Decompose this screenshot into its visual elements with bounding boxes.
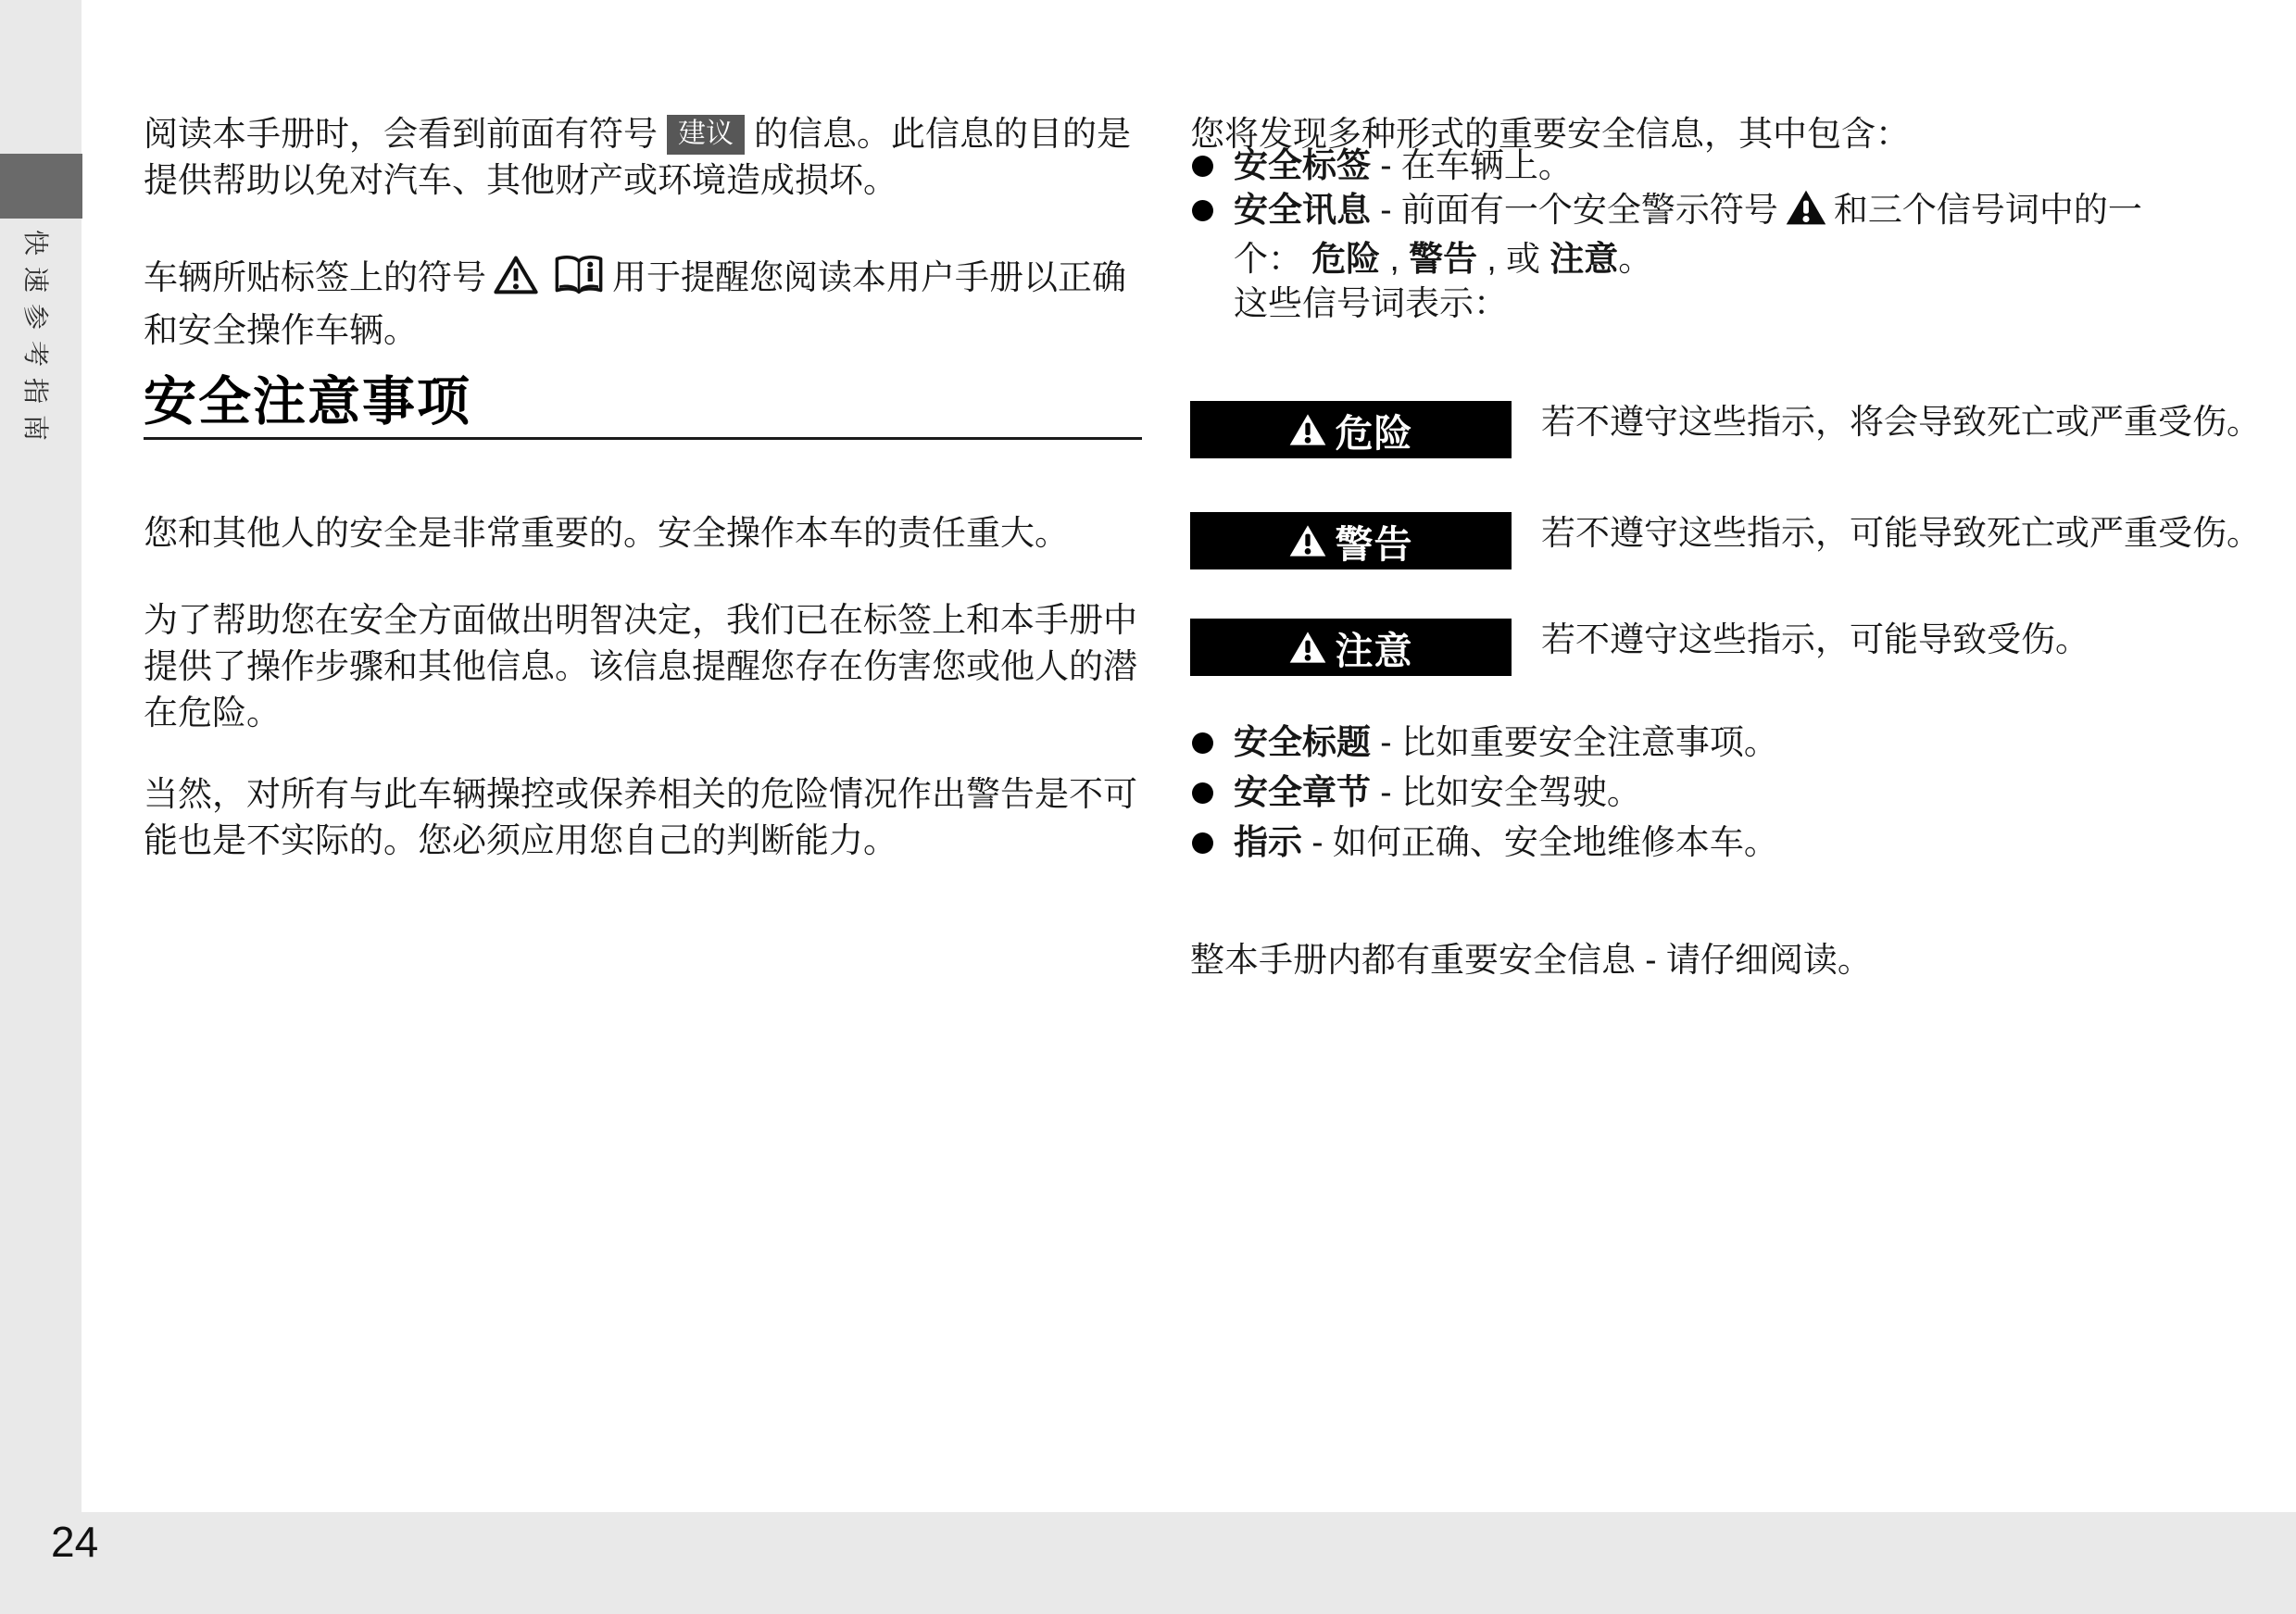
caution-label-box — [1190, 619, 1512, 676]
safety-info-intro: 您将发现多种形式的重要安全信息，其中包含： — [1190, 115, 1910, 153]
paragraph-advice-text-after: 的信息。此信息的目的是提供帮助以免对汽车、其他财产或环境造成损坏。 — [144, 115, 1131, 199]
bullet-icon — [1192, 200, 1213, 221]
signal-row-warning — [1190, 512, 2291, 569]
bullet-instructions-desc: - 如何正确、安全地维修本车。 — [1302, 823, 1778, 861]
paragraph-advice-text-before: 阅读本手册时，会看到前面有符号 — [144, 115, 658, 153]
bullet-safety-heading — [1190, 718, 2241, 768]
paragraph-responsibility: 您和其他人的安全是非常重要的。安全操作本车的责任重大。 — [144, 514, 1069, 552]
signal-word-caution: 注意 — [1549, 240, 1619, 278]
warning-description: 若不遵守这些指示，可能导致死亡或严重受伤。 — [1541, 514, 2261, 552]
paragraph-labels-text-after: 用于提醒您阅读本用户手册以正确和安全操作车辆。 — [144, 258, 1126, 349]
danger-description: 若不遵守这些指示，将会导致死亡或严重受伤。 — [1541, 403, 2261, 441]
alert-triangle-icon — [1289, 524, 1326, 557]
chapter-tab — [0, 154, 82, 219]
caution-description: 若不遵守这些指示，可能导致受伤。 — [1541, 620, 2089, 658]
paragraph-judgement: 当然，对所有与此车辆操控或保养相关的危险情况作出警告是不可能也是不实际的。您必须应用您自己的判断能力。 — [144, 775, 1137, 859]
warning-triangle-outline-icon — [494, 255, 538, 307]
signal-row-caution — [1190, 619, 2291, 676]
bullet-safety-label-desc: - 在车辆上。 — [1371, 146, 1573, 184]
bullet-icon — [1192, 832, 1213, 854]
signal-row-danger — [1190, 401, 2291, 458]
signal-words-line: 个： 危险 , 警告 , 或 注意。 — [1234, 240, 1653, 278]
page-number: 24 — [51, 1518, 99, 1566]
bullet-icon — [1192, 782, 1213, 804]
bullet-safety-label-term: 安全标签 — [1234, 146, 1371, 184]
paragraph-labels — [144, 255, 1146, 354]
paragraph-advice — [144, 111, 1146, 204]
bullet-safety-message-term: 安全讯息 — [1234, 191, 1371, 229]
alert-triangle-icon — [1289, 413, 1326, 446]
bullet-safety-heading-term: 安全标题 — [1234, 723, 1371, 761]
safety-info-bullets-bottom — [1190, 718, 2241, 868]
signal-word-warning: 警告 — [1409, 240, 1478, 278]
bullet-instructions — [1190, 818, 2241, 868]
signal-words-note: 这些信号词表示： — [1234, 284, 1508, 322]
bullet-instructions-term: 指示 — [1234, 823, 1302, 861]
safety-alert-triangle-icon — [1786, 189, 1826, 237]
bullet-safety-heading-desc: - 比如重要安全注意事项。 — [1371, 723, 1778, 761]
caution-label-text: 注意 — [1335, 629, 1413, 672]
warning-label-text: 警告 — [1335, 522, 1413, 566]
owners-manual-book-icon — [553, 255, 605, 307]
danger-label-box — [1190, 401, 1512, 458]
bullet-safety-section-term: 安全章节 — [1234, 773, 1371, 811]
bullet-safety-message — [1190, 188, 2241, 326]
paragraph-decisions: 为了帮助您在安全方面做出明智决定，我们已在标签上和本手册中提供了操作步骤和其他信息。该信息提醒您存在伤害您或他人的潜在危险。 — [144, 601, 1137, 732]
bullet-safety-section — [1190, 768, 2241, 818]
bullet-safety-message-pre: - 前面有一个安全警示符号 — [1371, 191, 1778, 229]
closing-note: 整本手册内都有重要安全信息 - 请仔细阅读。 — [1190, 941, 1872, 979]
safety-info-bullets-top — [1190, 144, 2241, 326]
bullet-icon — [1192, 156, 1213, 177]
warning-label-box — [1190, 512, 1512, 569]
paragraph-labels-text-before: 车辆所贴标签上的符号 — [144, 258, 486, 296]
bullet-safety-message-post: 和三个信号词中的一 — [1833, 191, 2142, 229]
sidebar-chapter-label: 快速参考指南 — [21, 230, 50, 453]
advice-badge: 建议 — [667, 115, 745, 155]
alert-triangle-icon — [1289, 631, 1326, 664]
heading-rule — [144, 437, 1142, 440]
bullet-icon — [1192, 732, 1213, 754]
section-heading: 安全注意事项 — [144, 372, 471, 432]
bullet-safety-section-desc: - 比如安全驾驶。 — [1371, 773, 1641, 811]
danger-label-text: 危险 — [1335, 411, 1413, 455]
signal-word-danger: 危险 — [1311, 240, 1381, 278]
bullet-safety-label — [1190, 144, 2241, 188]
